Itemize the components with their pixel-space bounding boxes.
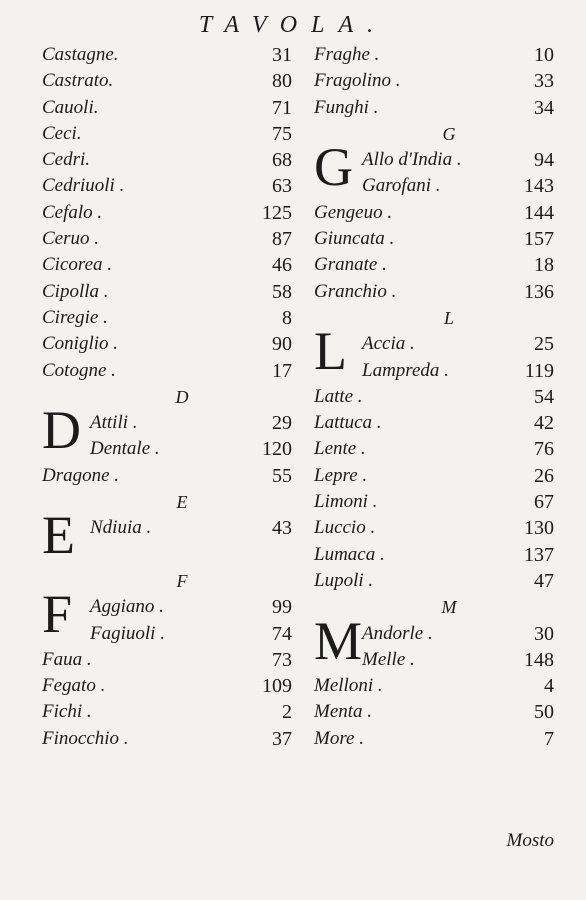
entry-name: Lumaca . [314,543,385,565]
entry-page-number: 42 [534,412,554,435]
entry-name: Granate . [314,254,387,276]
entry-name: Faua . [42,648,92,670]
index-entry [314,489,554,515]
index-entry [42,173,292,199]
entry-name: Lampreda . [362,359,449,381]
entry-name: Lepre . [314,464,368,486]
entry-page-number: 109 [262,675,292,698]
entry-page-number: 47 [534,569,554,592]
section-letter: L [443,307,454,328]
index-entry [314,568,554,594]
index-entry [314,699,554,725]
entry-page-number: 130 [524,517,554,540]
drop-cap-initial: L [314,321,347,382]
entry-page-number: 37 [272,727,292,750]
index-entry [42,68,292,94]
entry-page-number: 136 [524,280,554,303]
index-entry [314,542,554,568]
index-entry [42,226,292,252]
entry-name: Cefalo . [42,201,103,223]
entry-name: Aggiano . [90,596,164,618]
entry-name: Dentale . [90,438,160,460]
index-entry [314,252,554,278]
entry-name: Fraghe . [314,44,380,65]
index-entry [42,463,292,489]
entry-name: Dragone . [42,464,120,486]
blank-row [42,542,292,568]
entry-name: Lente . [314,438,366,460]
entry-page-number: 10 [534,44,554,66]
index-entry [314,726,554,752]
index-entry [314,384,554,410]
index-entry [314,410,554,436]
drop-cap-initial: G [314,137,353,198]
entry-name: Fragolino . [314,70,401,92]
index-entry [42,647,292,673]
entry-page-number: 55 [272,464,292,487]
entry-page-number: 94 [534,149,554,172]
index-entry [42,505,292,566]
index-entry [42,358,292,384]
entry-name: Fegato . [42,675,106,697]
entry-page-number: 87 [272,228,292,251]
entry-page-number: 76 [534,438,554,461]
entry-name: Castrato. [42,70,114,92]
entry-name: Allo d'India . [362,149,462,171]
entry-page-number: 2 [282,701,292,724]
entry-name: Cipolla . [42,280,109,302]
entry-page-number: 74 [272,622,292,645]
index-entry [42,279,292,305]
index-entry [314,358,554,384]
drop-cap-initial: D [42,400,81,461]
entry-page-number: 17 [272,359,292,382]
entry-page-number: 7 [544,727,554,750]
entry-page-number: 4 [544,675,554,698]
entry-name: Cedriuoli . [42,175,125,197]
entry-page-number: 26 [534,464,554,487]
right-column [314,42,554,752]
entry-page-number: 144 [524,201,554,224]
entry-page-number: 157 [524,228,554,251]
left-column [42,42,292,752]
entry-page-number: 137 [524,543,554,566]
entry-name: Andorle . [362,622,433,644]
entry-page-number: 18 [534,254,554,277]
entry-page-number: 125 [262,201,292,224]
drop-cap-initial: M [314,610,363,671]
index-entry [314,95,554,121]
entry-name: More . [314,727,364,749]
entry-page-number: 119 [524,359,554,382]
index-entry [42,726,292,752]
entry-page-number: 80 [272,70,292,93]
entry-name: Accia . [362,333,415,355]
index-entry [42,95,292,121]
index-entry [314,515,554,541]
entry-name: Cauoli. [42,96,99,118]
entry-name: Cedri. [42,149,91,171]
entry-page-number: 30 [534,622,554,645]
section-letter: E [176,492,188,513]
index-entry [42,147,292,173]
entry-page-number: 120 [262,438,292,461]
index-entry [42,699,292,725]
catchword: Mosto [506,830,554,851]
index-entry [42,200,292,226]
entry-page-number: 71 [272,96,292,119]
index-entry [314,647,554,673]
entry-page-number: 34 [534,96,554,119]
entry-page-number: 148 [524,648,554,671]
index-entry [42,121,292,147]
index-entry [42,42,292,68]
index-entry [314,226,554,252]
entry-name: Ceruo . [42,228,99,250]
entry-page-number: 33 [534,70,554,93]
index-entry [42,331,292,357]
entry-name: Cotogne . [42,359,116,381]
entry-name: Coniglio . [42,333,119,355]
drop-cap-initial: F [42,584,73,645]
index-entry [314,436,554,462]
entry-name: Ceci. [42,122,82,144]
index-entry [314,42,554,68]
entry-page-number: 67 [534,491,554,514]
entry-name: Lupoli . [314,569,374,591]
entry-name: Latte . [314,385,363,407]
index-entry [314,279,554,305]
entry-page-number: 63 [272,175,292,198]
entry-name: Melle . [362,648,415,670]
entry-name: Cicorea . [42,254,113,276]
entry-name: Melloni . [314,675,383,697]
entry-page-number: 50 [534,701,554,724]
index-entry [314,673,554,699]
entry-page-number: 25 [534,333,554,356]
section-letter: D [175,386,189,407]
section-letter: G [442,123,456,144]
entry-page-number: 143 [524,175,554,198]
entry-name: Ciregie . [42,306,108,328]
entry-name: Fagiuoli . [90,622,165,644]
index-entry [314,463,554,489]
index-entry [42,621,292,647]
entry-name: Fichi . [42,701,92,723]
entry-page-number: 73 [272,648,292,671]
drop-cap-initial: E [42,505,75,566]
entry-name: Granchio . [314,280,397,302]
entry-name: Finocchio . [42,727,129,749]
entry-name: Funghi . [314,96,379,118]
entry-page-number: 8 [282,306,292,329]
entry-page-number: 31 [272,44,292,66]
entry-name: Limoni . [314,491,378,513]
entry-name: Menta . [314,701,373,723]
entry-name: Attili . [90,412,138,434]
entry-name: Castagne. [42,44,119,65]
entry-name: Lattuca . [314,412,382,434]
entry-page-number: 68 [272,149,292,172]
entry-name: Garofani . [362,175,441,197]
entry-page-number: 54 [534,385,554,408]
entry-page-number: 99 [272,596,292,619]
section-letter: F [176,570,188,591]
entry-page-number: 43 [272,517,292,540]
entry-page-number: 46 [272,254,292,277]
index-entry [314,68,554,94]
entry-page-number: 29 [272,412,292,435]
entry-page-number: 75 [272,122,292,145]
index-entry [42,252,292,278]
entry-page-number: 90 [272,333,292,356]
entry-name: Giuncata . [314,228,395,250]
index-entry [42,436,292,462]
index-entry [314,200,554,226]
index-entry [314,173,554,199]
entry-page-number: 58 [272,280,292,303]
section-letter: M [441,597,457,618]
entry-name: Gengeuo . [314,201,393,223]
index-entry [42,673,292,699]
page-header: TAVOLA. [198,12,388,38]
entry-name: Luccio . [314,517,376,539]
entry-name: Ndiuia . [90,517,152,539]
index-entry [42,305,292,331]
